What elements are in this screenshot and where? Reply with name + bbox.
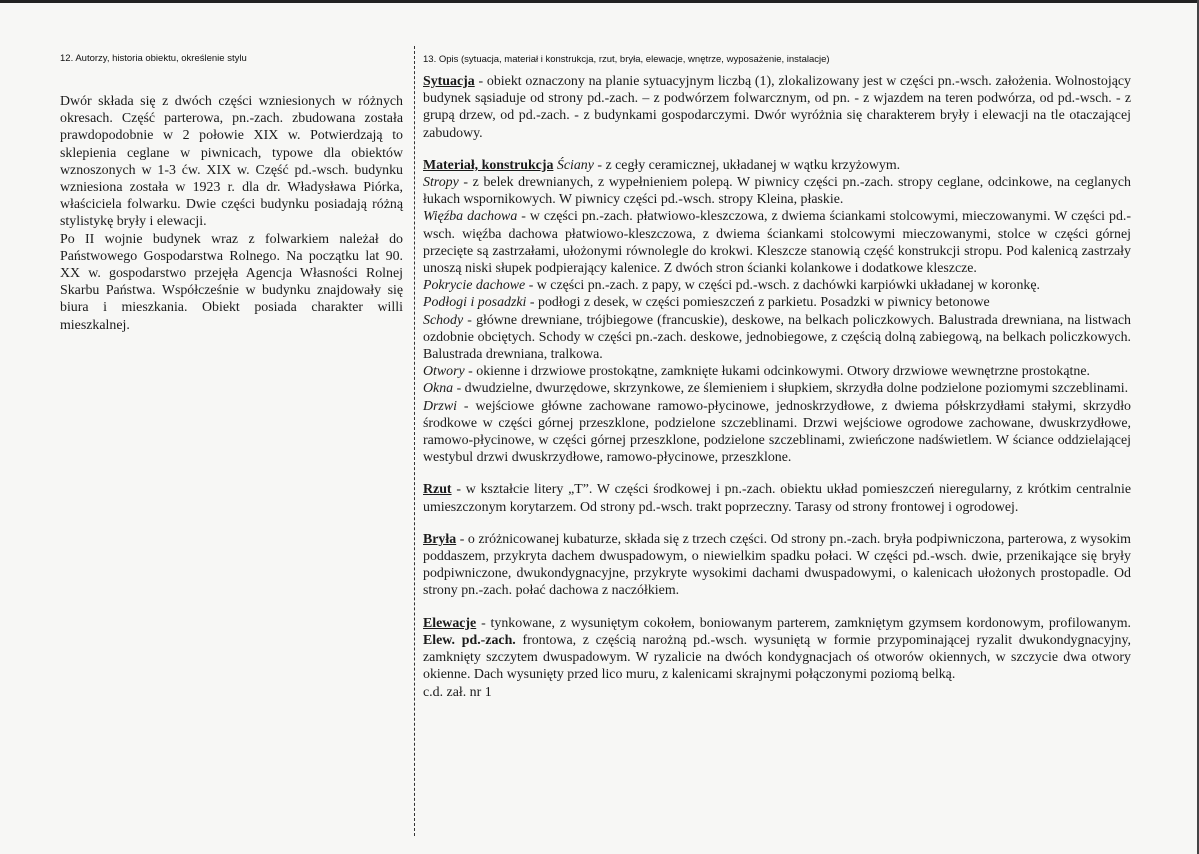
section-rzut bbox=[423, 481, 1131, 515]
section-elewacje bbox=[423, 615, 1131, 684]
right-section-header: 13. Opis (sytuacja, materiał i konstrukcja, rzut, bryła, elewacje, wnętrze, wyposażenie, instalacje) bbox=[423, 54, 830, 65]
elewacje-label: Elewacje bbox=[423, 615, 477, 631]
left-section-header: 12. Autorzy, historia obiektu, określenie stylu bbox=[60, 53, 247, 64]
elew-pd-zach-label: Elew. pd.-zach. bbox=[423, 632, 516, 648]
otwory-label: Otwory bbox=[423, 364, 465, 380]
bryla-text: - o zróżnicowanej kubaturze, składa się z trzech części. Od strony pn.-zach. bryła podpiwniczona, parterowa, z wysokim poddaszem, przykryta dachem dwuspadowym, o niewielkim spadku połaci. W części pd.-wsch. dwie, przenikające się bryły podpiwniczone, dwukondygnacyjne, przykryte wysokimi dachami dwuspadowymi, o kalenicach ułożonych prostopadle. Od strony pn.-zach. połać dachowa z naczółkiem. bbox=[423, 531, 1131, 599]
wiezba-text: - w części pn.-zach. płatwiowo-kleszczowa, z dwiema ściankami stolcowymi, mieczowanymi. W części pd.-wsch. więźba dachowa płatwiowo-kleszczowa, z dwiema ściankami stolcowymi mieczowanymi, stolce w części górnej przecięte są zastrzałami, ułożonymi równolegle do krokwi. Kleszcze stanowią część konstrukcji stropu. Pod kalenicą zastrzały unoszą niski słupek podpierający kalenice. Z dwóch stron ścianki kolankowe i dodatkowe kleszcze. bbox=[423, 209, 1131, 277]
stropy-text: - z belek drewnianych, z wypełnieniem polepą. W piwnicy części pn.-zach. stropy ceglane, odcinkowe, na ceglanych łukach wspornikowych. W piwnicy części pd.-wsch. stropy Kleina, płaskie. bbox=[423, 175, 1131, 208]
okna-text: - dwudzielne, dwurzędowe, skrzynkowe, ze ślemieniem i słupkiem, skrzydła dolne podzielone poziomymi szczeblinami. bbox=[453, 381, 1129, 397]
sciany-text: - z cegły ceramicznej, układanej w wątku krzyżowym. bbox=[593, 157, 901, 173]
drzwi-label: Drzwi bbox=[423, 398, 457, 414]
section-material bbox=[423, 157, 1131, 467]
wiezba-label: Więźba dachowa bbox=[423, 209, 518, 225]
section-sytuacja bbox=[423, 73, 1131, 142]
bryla-label: Bryła bbox=[423, 531, 457, 547]
history-paragraph-1: Dwór składa się z dwóch części wzniesionych w różnych okresach. Część parterowa, pn.-zach. zbudowana została prawdopodobnie w 2 połowie XIX w. Potwierdzają to sklepienia ceglane w piwnicach, typowe dla obiektów wznoszonych w 1-3 ćw. XIX w. Część pd.-wsch. budynku wzniesiona została w 1923 r. dla dr. Władysława Piórka, właściciela folwarku. Dwie części budynku posiadają różną stylistykę bryły i elewacji. bbox=[60, 94, 403, 230]
podlogi-text: - podłogi z desek, w części pomieszczeń z parkietu. Posadzki w piwnicy betonowe bbox=[526, 295, 990, 311]
column-divider bbox=[414, 46, 415, 836]
rzut-text: - w kształcie litery „T”. W części środkowej i pn.-zach. obiektu układ pomieszczeń nieregularny, z krótkim centralnie umieszczonym korytarzem. Od strony pd.-wsch. trakt poprzeczny. Tarasy od strony frontowej i ogrodowej. bbox=[423, 482, 1131, 515]
schody-label: Schody bbox=[423, 312, 464, 328]
pokrycie-label: Pokrycie dachowe bbox=[423, 278, 526, 294]
sytuacja-text: - obiekt oznaczony na planie sytuacyjnym liczbą (1), zlokalizowany jest w części pn.-wsch. założenia. Wolnostojący budynek sąsiaduje od strony pd.-zach. – z podwórzem folwarcznym, od pn. - z wjazdem na teren podwórza, od pd.-wsch. - z grupą drzew, od pd.-zach. - z budynkami gospodarczymi. Dwór wyróżnia się charakterem bryły i elewacji na tle otaczającej zabudowy. bbox=[423, 74, 1131, 141]
top-border bbox=[0, 0, 1199, 3]
drzwi-text: - wejściowe główne zachowane ramowo-płycinowe, jednoskrzydłowe, z dwiema półskrzydłami stałymi, skrzydło środkowe w części górnej przeszklone, podzielone szczeblinami. Drzwi wejściowe ogrodowe zachowane, dwuskrzydłowe, ramowo-płycinowe, w części górnej przeszklone, podzielone szczeblinami, zwieńczone nadświetlem. W ściance oddzielającej westybul drzwi dwuskrzydłowe, ramowo-płycinowe, przeszklone. bbox=[423, 398, 1131, 466]
elewacje-text-2: frontowa, z częścią narożną pd.-wsch. wysuniętą w formie przypominającej ryzalit dwukondygnacyjny, zamknięty szczytem dwuspadowym. W ryzalicie na dwóch kondygnacjach oś otworów okiennych, w szczycie dwa otwory okienne. Dach wysunięty przed lico muru, z kalenicami skrajnymi połączonymi poziomą belką. bbox=[423, 632, 1131, 683]
section-bryla bbox=[423, 531, 1131, 600]
stropy-label: Stropy bbox=[423, 175, 459, 191]
elewacje-text-1: - tynkowane, z wysuniętym cokołem, boniowanym parterem, zamkniętym gzymsem kordonowym, profilowanym. bbox=[476, 615, 1131, 631]
okna-label: Okna bbox=[423, 381, 454, 397]
rzut-label: Rzut bbox=[423, 482, 452, 498]
history-paragraph-2: Po II wojnie budynek wraz z folwarkiem należał do Państwowego Gospodarstwa Rolnego. Na początku lat 90. XX w. gospodarstwo przejęła Agencja Własności Rolnej Skarbu Państwa. Współcześnie w budynku znajdowały się biura i mieszkania. Obiekt posiada charakter willi mieszkalnej. bbox=[60, 231, 403, 333]
continuation-note: c.d. zał. nr 1 bbox=[423, 684, 492, 700]
history-column bbox=[60, 93, 403, 334]
pokrycie-text: - w części pn.-zach. z papy, w części pd.-wsch. z dachówki karpiówki układanej w koronkę. bbox=[525, 278, 1041, 294]
otwory-text: - okienne i drzwiowe prostokątne, zamknięte łukami odcinkowymi. Otwory drzwiowe wewnętrzne prostokątne. bbox=[464, 364, 1090, 380]
sciany-label: Ściany bbox=[556, 157, 594, 173]
podlogi-label: Podłogi i posadzki bbox=[423, 295, 527, 311]
material-label: Materiał, konstrukcja bbox=[423, 157, 554, 173]
description-column bbox=[423, 73, 1131, 701]
sytuacja-label: Sytuacja bbox=[423, 74, 475, 89]
schody-text: - główne drewniane, trójbiegowe (francuskie), deskowe, na belkach policzkowych. Balustrada drewniana, na listwach ozdobnie obciętych. Schody w części pn.-zach. deskowe, jednobiegowe, z częścią dolną zabiegową, na belkach policzkowych. Balustrada drewniana, tralkowa. bbox=[423, 312, 1131, 363]
